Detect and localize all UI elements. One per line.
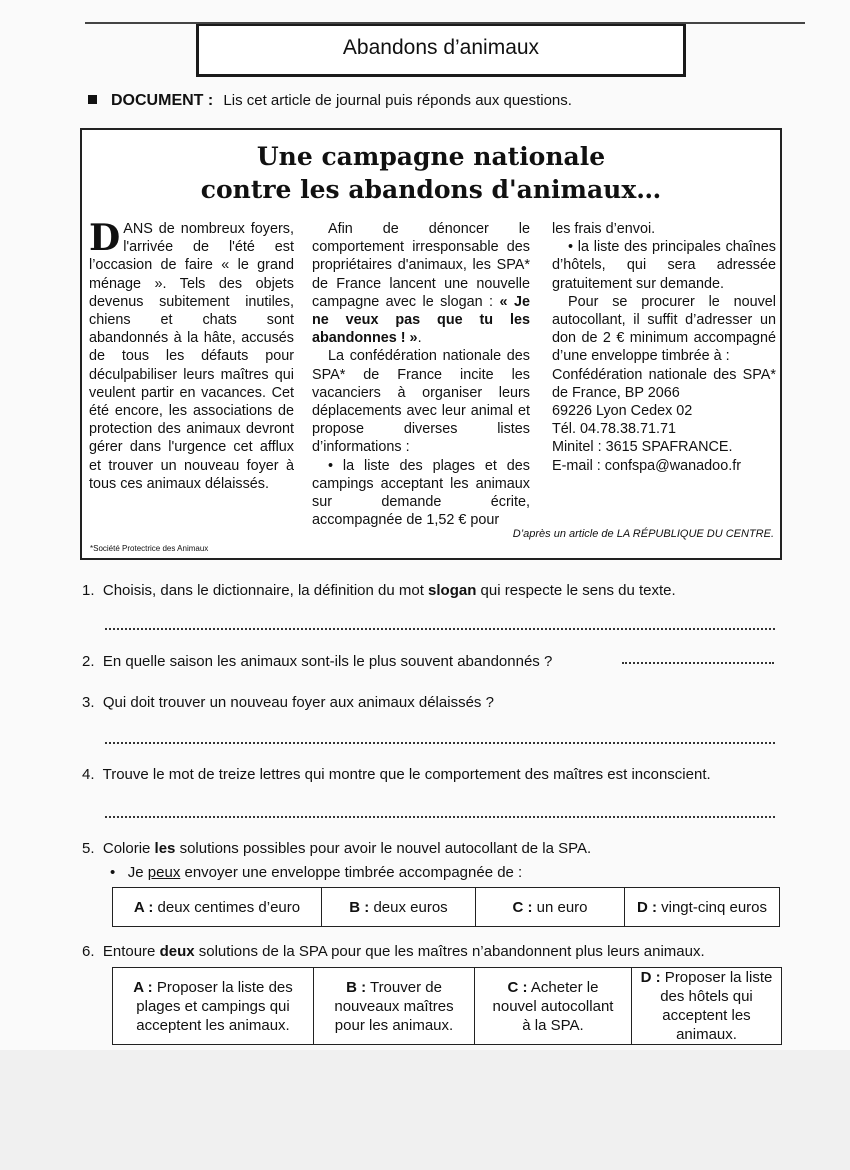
headline-line-2: contre les abandons d'animaux… [200,175,662,204]
column-3-paragraph-1: les frais d’envoi. [552,221,656,237]
article-column-3 [552,220,776,475]
question-1: 1. Choisis, dans le dictionnaire, la définition du mot slogan qui respecte le sens du texte. [82,582,676,599]
email: E-mail : confspa@wanadoo.fr [552,457,741,474]
option-5c[interactable]: C : un euro [476,888,625,927]
question-4: 4. Trouve le mot de treize lettres qui montre que le comportement des maîtres est inconscient. [82,766,711,783]
question-3: 3. Qui doit trouver un nouveau foyer aux animaux délaissés ? [82,694,494,711]
article-source: D’après un article de LA RÉPUBLIQUE DU CENTRE. [512,528,774,540]
answer-line-3[interactable] [105,742,775,744]
address-line-1: Confédération nationale des SPA* de France, BP 2066 [552,366,776,401]
option-6a[interactable]: A : Proposer la liste des plages et campings qui acceptent les animaux. [113,968,314,1045]
page-bottom-shade [0,1050,850,1170]
article-footnote: *Société Protectrice des Animaux [90,544,209,553]
title-box [196,24,686,77]
article-headline [82,140,780,206]
keyword-deux: deux [159,943,195,960]
answer-line-4[interactable] [105,816,775,818]
keyword-peux: peux [147,864,181,881]
address-line-2: 69226 Lyon Cedex 02 [552,403,693,420]
instruction-text: Lis cet article de journal puis réponds aux questions. [223,92,572,109]
column-3-paragraph-3: Pour se procurer le nouvel autocollant, il suffit d’adresser un don de 2 € minimum accompagné d’une enveloppe timbrée à : [552,293,776,365]
option-5a[interactable]: A : deux centimes d’euro [113,888,322,927]
question-5-options [112,887,780,927]
page-title: Abandons d’animaux [342,36,540,59]
option-6b[interactable]: B : Trouver de nouveaux maîtres pour les animaux. [314,968,475,1045]
document-instruction [88,92,572,110]
question-5-subline: • Je peux envoyer une enveloppe timbrée accompagnée de : [110,864,523,881]
minitel: Minitel : 3615 SPAFRANCE. [552,439,733,456]
column-1-text: ANS de nombreux foyers, l'arrivée de l'été est l’occasion de faire « le grand ménage ». Tels des objets devenus subitement inutiles, chiens et chats sont abandonnés à la hâte, accusés de tous les défauts pour déculpabiliser leurs maîtres qui veulent partir en vacances. Cet été encore, les associations de protection des animaux devront gérer dans l'urgence cet afflux et trouver un nouveau foyer à tous ces animaux délaissés. [89,221,294,492]
option-5d[interactable]: D : vingt-cinq euros [625,888,780,927]
slogan-text: « Je ne veux pas que tu les abandonnes ! » [312,293,530,347]
option-6c[interactable]: C : Acheter le nouvel autocollant à la SPA. [475,968,632,1045]
answer-line-1[interactable] [105,628,775,630]
drop-cap: D [89,217,121,259]
headline-line-1: Une campagne nationale [256,142,606,171]
column-2-paragraph-2: La confédération nationale des SPA* de France incite les vacanciers à organiser leurs déplacements avec leur animal et propose diverses listes d’informations : [312,348,530,456]
bullet-icon: • [110,864,116,881]
column-2-paragraph-1: Afin de dénoncer le comportement irresponsable des propriétaires d'animaux, les SPA* de France lancent une nouvelle campagne avec le slogan : « Je ne veux pas que tu les abandonnes ! ». [312,221,530,347]
question-6: 6. Entoure deux solutions de la SPA pour que les maîtres n’abandonnent plus leurs animaux. [82,943,705,960]
document-label: DOCUMENT : [111,92,214,109]
article-column-1 [89,217,294,493]
question-6-options [112,967,782,1045]
question-2: 2. En quelle saison les animaux sont-ils le plus souvent abandonnés ? [82,653,553,670]
column-3-paragraph-2: • la liste des principales chaînes d’hôtels, qui sera adressée gratuitement sur demande. [552,239,776,292]
newspaper-article [80,128,782,560]
option-5b[interactable]: B : deux euros [322,888,476,927]
square-bullet-icon [88,95,97,104]
answer-line-2[interactable] [622,662,774,664]
option-6d[interactable]: D : Proposer la liste des hôtels qui acceptent les animaux. [632,968,782,1045]
column-2-paragraph-3: • la liste des plages et des campings acceptant les animaux sur demande écrite, accompagnée de 1,52 € pour [312,457,530,529]
article-column-2 [312,220,530,529]
keyword-les: les [154,840,176,857]
question-5: 5. Colorie les solutions possibles pour avoir le nouvel autocollant de la SPA. [82,840,592,857]
keyword-slogan: slogan [428,582,477,599]
telephone: Tél. 04.78.38.71.71 [552,421,677,438]
